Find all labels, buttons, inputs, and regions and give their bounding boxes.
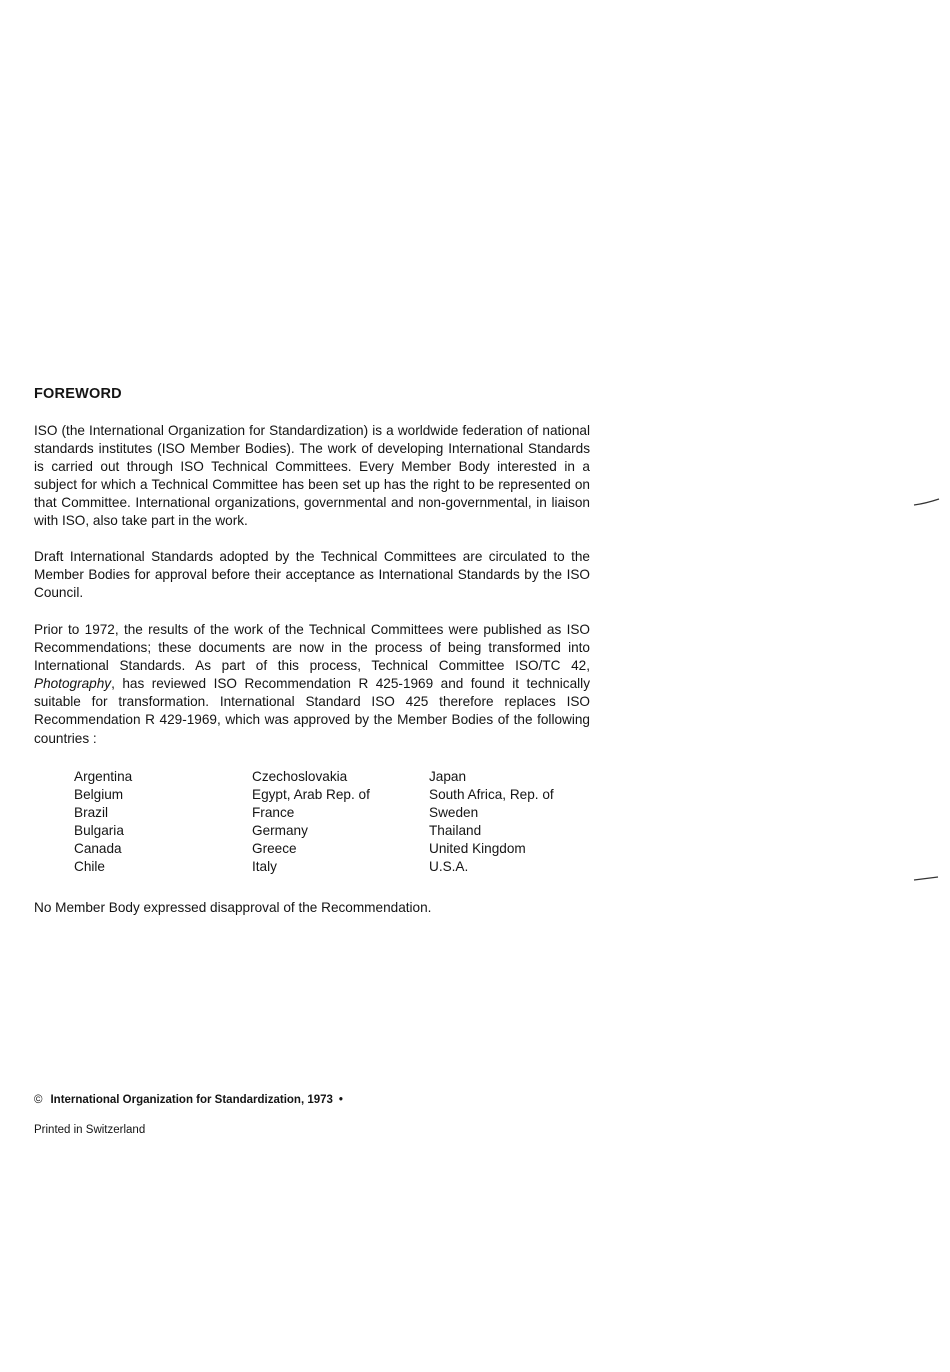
copyright-text: International Organization for Standardization, 1973: [50, 1094, 333, 1106]
printed-location: Printed in Switzerland: [34, 1124, 146, 1136]
margin-tick-mark: [912, 872, 942, 884]
copyright-symbol: ©: [34, 1094, 43, 1106]
country-column-1: [74, 768, 249, 877]
country-item: Italy: [252, 859, 277, 875]
foreword-paragraph-3: [34, 621, 590, 748]
country-item: Japan: [429, 769, 467, 784]
country-item: South Africa, Rep. of: [429, 787, 554, 803]
country-item: Sweden: [429, 805, 479, 821]
country-item: Thailand: [429, 823, 482, 839]
country-item: Chile: [74, 859, 105, 875]
closing-statement: No Member Body expressed disapproval of the Recommendation.: [34, 900, 432, 915]
country-item: Brazil: [74, 805, 108, 821]
margin-tick-mark: [912, 496, 942, 508]
country-item: Canada: [74, 841, 122, 857]
committee-title-italic: Photography: [34, 676, 112, 692]
country-item: Czechoslovakia: [252, 769, 348, 784]
country-item: Egypt, Arab Rep. of: [252, 787, 370, 803]
country-item: Greece: [252, 841, 297, 857]
copyright-line: [34, 1094, 343, 1106]
country-item: Argentina: [74, 769, 133, 784]
country-item: Bulgaria: [74, 823, 124, 839]
foreword-paragraph-1: ISO (the International Organization for Standardization) is a worldwide federation of national standards institutes (ISO Member Bodies). The work of developing International Standards is carried out through ISO Technical Committees. Every Member Body interested in a subject for which a Technical Committee has been set up has the right to be represented on that Committee. International organizations, governmental and non-governmental, in liaison with ISO, also take part in the work.: [34, 423, 590, 529]
bullet-icon: •: [338, 1094, 343, 1106]
country-column-2: [252, 768, 427, 877]
country-item: Belgium: [74, 787, 124, 803]
country-item: United Kingdom: [429, 841, 526, 857]
country-item: Germany: [252, 823, 308, 839]
paragraph-3-text-start: Prior to 1972, the results of the work of the Technical Committees were published as ISO Recommendations; these documents are now in the process of being transformed into International Standards. As part of this process, Technical Committee ISO/TC 42,: [34, 622, 590, 674]
foreword-heading: FOREWORD: [34, 386, 122, 402]
paragraph-3-text-end: , has reviewed ISO Recommendation R 425-1969 and found it technically suitable for transformation. International Standard ISO 425 therefore replaces ISO Recommendation R 429-1969, which was approved by the Member Bodies of the following countries :: [34, 676, 590, 746]
country-item: France: [252, 805, 295, 821]
country-column-3: [429, 768, 604, 877]
country-item: U.S.A.: [429, 859, 469, 875]
foreword-paragraph-2: Draft International Standards adopted by the Technical Committees are circulated to the Member Bodies for approval before their acceptance as International Standards by the ISO Council.: [34, 549, 590, 601]
